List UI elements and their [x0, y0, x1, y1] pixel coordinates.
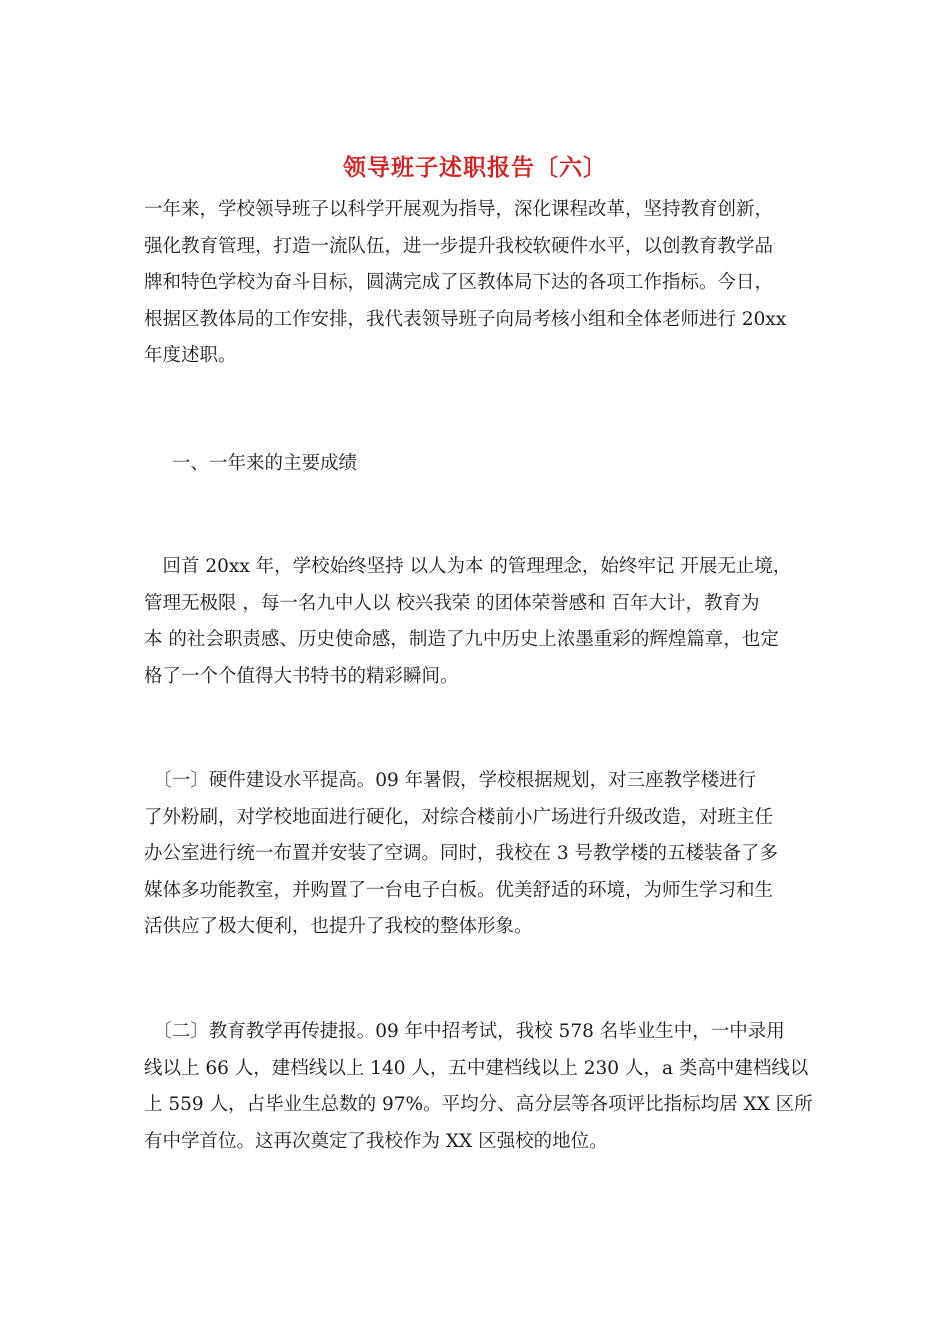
item2-paragraph [144, 1014, 813, 1160]
document-title: 领导班子述职报告〔六〕 [343, 154, 607, 181]
item2-line: 上 559 人，占毕业生总数的 97%。平均分、高分层等各项评比指标均居 XX 区所 [144, 1094, 813, 1115]
item1-line: 活供应了极大便利，也提升了我校的整体形象。 [144, 916, 533, 937]
intro-paragraph [144, 192, 808, 375]
intro-line: 一年来，学校领导班子以科学开展观为指导，深化课程改革，坚持教育创新， [144, 199, 774, 220]
review-paragraph [144, 549, 808, 695]
item1-line: 媒体多功能教室，并购置了一台电子白板。优美舒适的环境，为师生学习和生 [144, 879, 774, 901]
section-heading: 一、一年来的主要成绩 [172, 453, 358, 474]
intro-line: 牌和特色学校为奋斗目标，圆满完成了区教体局下达的各项工作指标。今日， [144, 272, 774, 293]
item2-line: 线以上 66 人，建档线以上 140 人，五中建档线以上 230 人，a 类高中建档线以 [144, 1057, 809, 1079]
review-line: 回首 20xx 年，学校始终坚持 以人为本 的管理理念，始终牢记 开展无止境， [144, 556, 792, 577]
item1-paragraph [144, 763, 808, 946]
item1-line: 办公室进行统一布置并安装了空调。同时，我校在 3 号教学楼的五楼装备了多 [144, 843, 779, 864]
item1-line: 了外粉刷，对学校地面进行硬化，对综合楼前小广场进行升级改造，对班主任 [144, 806, 774, 828]
item2-line: 〔二〕教育教学再传捷报。09 年中招考试，我校 578 名毕业生中，一中录用 [144, 1021, 785, 1042]
review-line: 管理无极限 ，每一名九中人以 校兴我荣 的团体荣誉感和 百年大计，教育为 [144, 592, 760, 614]
item2-line: 有中学首位。这再次奠定了我校作为 XX 区强校的地位。 [144, 1130, 608, 1152]
intro-line: 根据区教体局的工作安排，我代表领导班子向局考核小组和全体老师进行 20xx [144, 308, 787, 330]
review-line: 本 的社会职责感、历史使命感，制造了九中历史上浓墨重彩的辉煌篇章，也定 [144, 629, 779, 650]
intro-line: 强化教育管理，打造一流队伍，进一步提升我校软硬件水平，以创教育教学品 [144, 235, 774, 257]
review-line: 格了一个个值得大书特书的精彩瞬间。 [144, 665, 459, 687]
item1-line: 〔一〕硬件建设水平提高。09 年暑假，学校根据规划，对三座教学楼进行 [144, 770, 757, 791]
intro-line: 年度述职。 [144, 345, 237, 366]
